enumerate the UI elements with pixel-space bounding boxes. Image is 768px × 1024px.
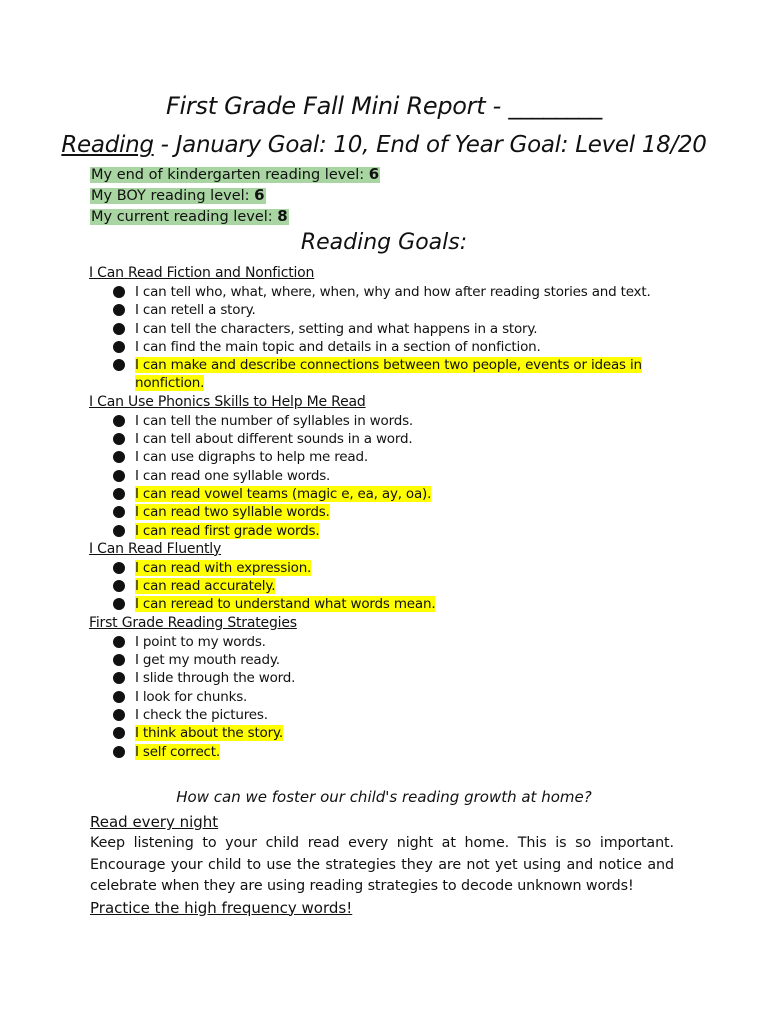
bullet-icon	[113, 691, 125, 703]
goal-text: I point to my words.	[135, 633, 266, 650]
reading-levels	[90, 164, 380, 227]
goal-text: I can tell about different sounds in a word.	[135, 431, 413, 448]
level-label: My current reading level:	[91, 209, 278, 225]
reading-goals-heading: Reading Goals:	[300, 230, 468, 255]
goal-sections	[89, 264, 689, 761]
bullet-icon	[113, 654, 125, 666]
goal-list	[89, 633, 689, 761]
goal-text: I can find the main topic and details in a section of nonfiction.	[135, 338, 541, 355]
goal-item	[113, 448, 689, 466]
goal-text: I can read accurately.	[135, 578, 276, 595]
goal-text: I can read first grade words.	[135, 522, 320, 539]
goal-text: I can tell who, what, where, when, why and how after reading stories and text.	[135, 284, 651, 300]
goal-text: I get my mouth ready.	[135, 652, 280, 669]
report-title: First Grade Fall Mini Report - ________	[166, 92, 602, 120]
bullet-icon	[113, 598, 125, 610]
goal-text: I slide through the word.	[135, 670, 296, 687]
goal-item	[113, 633, 689, 651]
goal-item	[113, 338, 689, 356]
goal-text: I can read one syllable words.	[135, 467, 331, 484]
goal-text: I think about the story.	[135, 725, 283, 742]
bullet-icon	[113, 433, 125, 445]
goal-item	[113, 320, 689, 338]
goal-item	[113, 301, 689, 319]
level-value: 8	[277, 207, 288, 225]
level-row	[90, 185, 380, 206]
goal-text: I check the pictures.	[135, 706, 268, 723]
goal-text: - January Goal: 10, End of Year Goal: Level 18/20	[153, 132, 707, 158]
bullet-icon	[113, 470, 125, 482]
bullet-icon	[113, 709, 125, 721]
level-value: 6	[368, 165, 380, 183]
section-heading: I Can Read Fluently	[89, 540, 222, 557]
bullet-icon	[113, 359, 125, 371]
goal-item	[113, 412, 689, 430]
bullet-icon	[113, 304, 125, 316]
read-every-night-paragraph: Keep listening to your child read every night at home. This is so important. Encourage your child to use the strategies they are not yet using and notice and celebrate when they are using reading strategies to decode unknown words!	[90, 835, 674, 894]
reading-goal-line	[0, 132, 768, 158]
goal-item	[113, 522, 689, 540]
bullet-icon	[113, 525, 125, 537]
section-heading: I Can Read Fiction and Nonfiction	[89, 265, 315, 281]
level-label: My BOY reading level:	[91, 188, 255, 204]
bullet-icon	[113, 323, 125, 335]
goal-list	[89, 559, 689, 614]
goal-text: I can read vowel teams (magic e, ea, ay, oa).	[135, 485, 432, 502]
goal-text: I can make and describe connections between two people, events or ideas in nonfiction.	[135, 357, 642, 392]
goal-item	[113, 485, 689, 503]
practice-heading: Practice the high frequency words!	[90, 898, 353, 917]
bullet-icon	[113, 562, 125, 574]
bullet-icon	[113, 286, 125, 298]
goal-item	[113, 503, 689, 521]
goal-text: I can retell a story.	[135, 302, 256, 319]
goal-item	[113, 669, 689, 687]
bullet-icon	[113, 488, 125, 500]
goal-text: I can tell the number of syllables in words.	[135, 412, 413, 429]
goal-text: I can use digraphs to help me read.	[135, 449, 368, 466]
foster-heading: How can we foster our child's reading growth at home?	[176, 788, 592, 806]
goal-item	[113, 577, 689, 595]
goal-text: I can reread to understand what words mean.	[135, 596, 436, 613]
goal-item	[113, 595, 689, 613]
goal-text: I can tell the characters, setting and what happens in a story.	[135, 320, 538, 337]
bullet-icon	[113, 580, 125, 592]
goal-item	[113, 356, 689, 393]
section-heading: First Grade Reading Strategies	[89, 614, 297, 631]
bullet-icon	[113, 727, 125, 739]
level-row	[90, 206, 380, 227]
goal-list	[89, 412, 689, 540]
bullet-icon	[113, 415, 125, 427]
goal-list	[89, 283, 689, 393]
goal-item	[113, 688, 689, 706]
level-value: 6	[254, 186, 265, 204]
read-every-night-heading: Read every night	[90, 813, 219, 831]
goal-item	[113, 283, 689, 301]
goal-text: I self correct.	[135, 743, 220, 760]
section-heading: I Can Use Phonics Skills to Help Me Read	[89, 393, 366, 410]
bullet-icon	[113, 746, 125, 758]
bullet-icon	[113, 672, 125, 684]
bullet-icon	[113, 636, 125, 648]
level-label: My end of kindergarten reading level:	[91, 167, 369, 183]
home-tips	[90, 812, 674, 919]
goal-item	[113, 430, 689, 448]
goal-item	[113, 651, 689, 669]
goal-item	[113, 743, 689, 761]
goal-text: I look for chunks.	[135, 688, 248, 705]
bullet-icon	[113, 341, 125, 353]
goal-item	[113, 467, 689, 485]
level-row	[90, 164, 380, 185]
goal-item	[113, 559, 689, 577]
bullet-icon	[113, 506, 125, 518]
goal-item	[113, 724, 689, 742]
bullet-icon	[113, 451, 125, 463]
goal-item	[113, 706, 689, 724]
goal-text: I can read with expression.	[135, 559, 312, 576]
reading-label: Reading	[61, 132, 154, 158]
goal-text: I can read two syllable words.	[135, 504, 330, 521]
